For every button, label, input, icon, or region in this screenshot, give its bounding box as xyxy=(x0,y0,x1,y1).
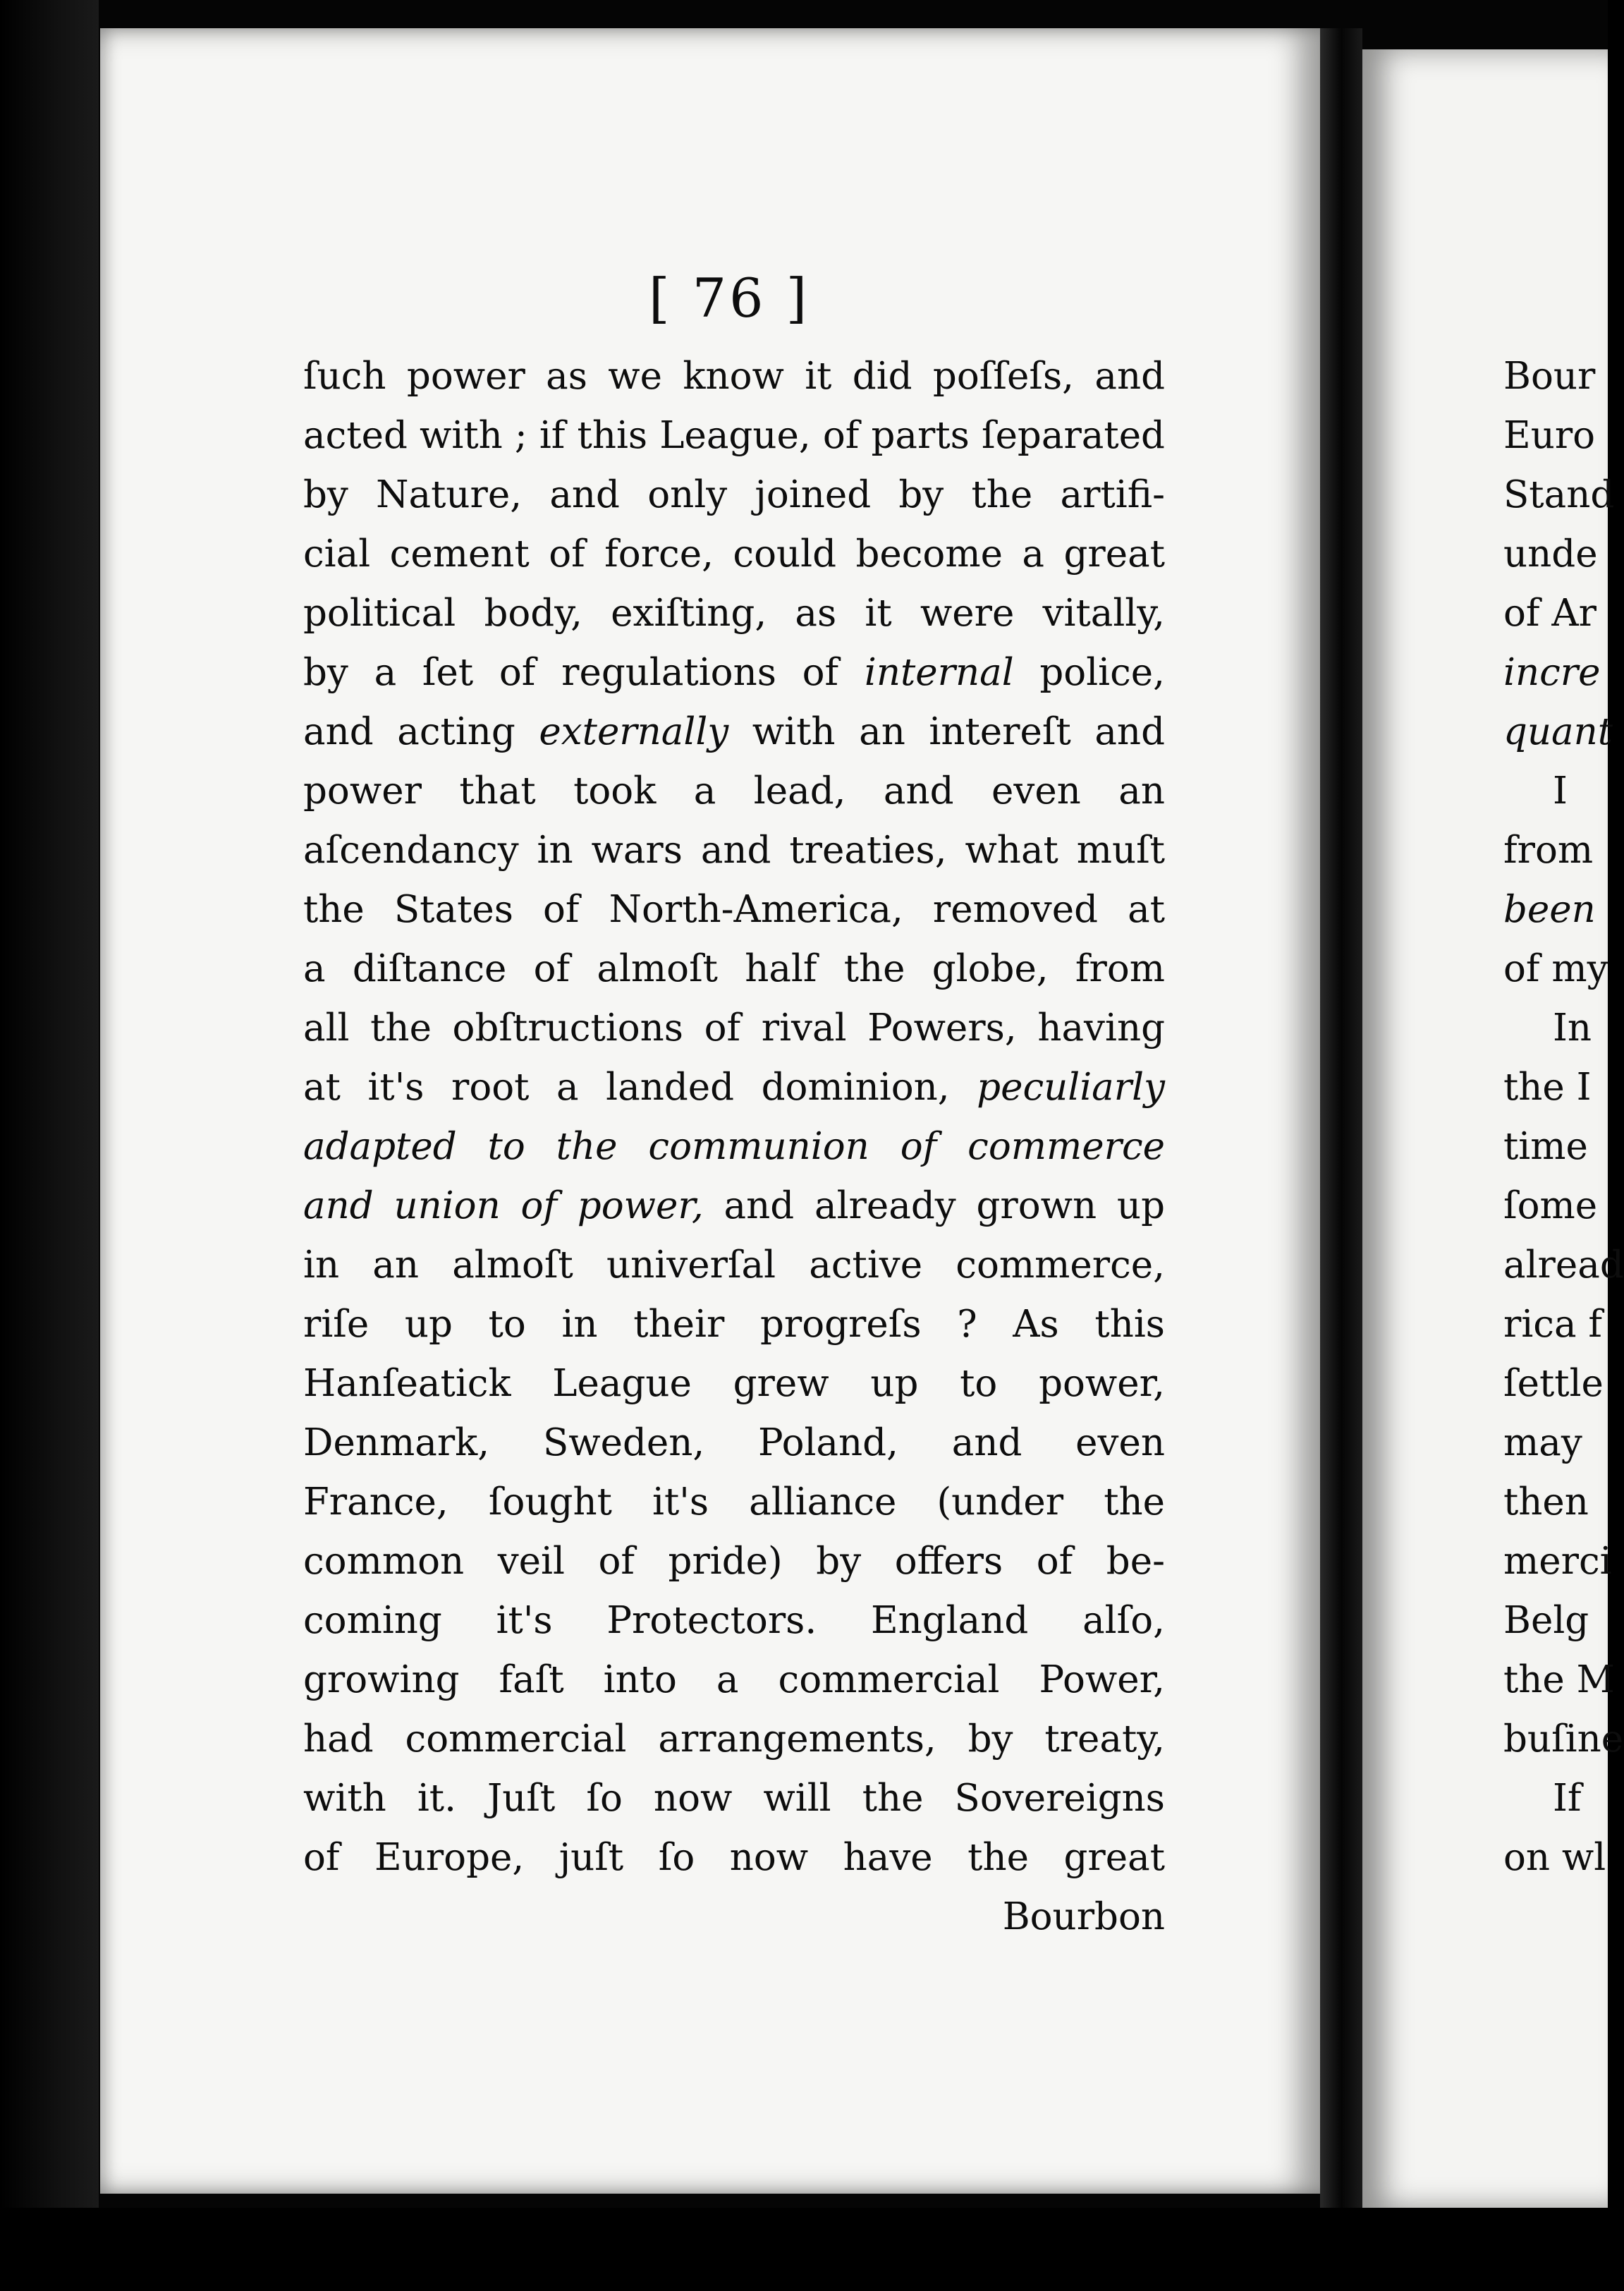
text-line-content: the States of North-America, removed at xyxy=(303,888,1165,931)
text-line-content xyxy=(303,1058,1165,1117)
text-line xyxy=(303,1117,1165,1177)
text-line xyxy=(303,1236,1165,1295)
text-line xyxy=(303,1295,1165,1354)
right-page-line-fragment: merci xyxy=(1503,1540,1612,1583)
text-line-content: France, ſought it's alliance (under the xyxy=(303,1481,1165,1524)
text-line-content: a diſtance of almoſt half the globe, from xyxy=(303,947,1165,990)
text-line xyxy=(303,525,1165,584)
text-line-content xyxy=(303,1117,1165,1177)
text-line-content: power that took a lead, and even an xyxy=(303,770,1165,813)
left-page-body xyxy=(303,347,1165,1947)
text-line xyxy=(303,1828,1165,1888)
text-line xyxy=(303,821,1165,880)
right-page-line-fragment: ſome xyxy=(1503,1184,1598,1227)
right-page-line-fragment: Euro xyxy=(1503,414,1596,457)
text-line-content: Hanſeatick League grew up to power, xyxy=(303,1362,1165,1405)
text-line xyxy=(303,466,1165,525)
right-page-line-fragment: may xyxy=(1503,1421,1582,1464)
text-line xyxy=(303,584,1165,643)
text-run: by a ſet of regulations of xyxy=(303,651,865,694)
text-line xyxy=(303,1473,1165,1532)
text-run: and acting xyxy=(303,710,539,753)
text-line-content: by Nature, and only joined by the artifi- xyxy=(303,473,1165,516)
text-line xyxy=(303,1769,1165,1828)
text-line-content: coming it's Protectors. England alſo, xyxy=(303,1599,1165,1642)
text-line xyxy=(303,999,1165,1058)
right-page-line-fragment: time xyxy=(1503,1125,1588,1168)
right-page-line-fragment: alread xyxy=(1503,1244,1624,1287)
page-number: [ 76 ] xyxy=(649,267,810,329)
text-line-content: political body, exiſting, as it were vitally, xyxy=(303,592,1165,635)
text-line xyxy=(303,1354,1165,1414)
right-page-line-fragment: Bour xyxy=(1503,355,1596,398)
right-page-line-fragment: incre xyxy=(1503,651,1601,694)
right-page-line-fragment: of my xyxy=(1503,947,1608,990)
text-run: police, xyxy=(1013,651,1166,694)
text-line-content xyxy=(303,643,1165,703)
right-page-line-fragment: Belg xyxy=(1503,1599,1589,1642)
right-page-line-fragment: If xyxy=(1553,1777,1582,1820)
right-page-line-fragment: unde xyxy=(1503,533,1598,576)
right-page-line-fragment: rica f xyxy=(1503,1303,1603,1346)
right-page-line-fragment: on wl xyxy=(1503,1836,1606,1879)
text-line xyxy=(303,1710,1165,1769)
text-line xyxy=(303,1532,1165,1591)
text-line-content xyxy=(303,1177,1165,1236)
text-line xyxy=(303,406,1165,466)
scan-bottom-border xyxy=(0,2208,1608,2291)
text-line xyxy=(303,762,1165,821)
right-page-line-fragment: buſine xyxy=(1503,1718,1624,1761)
text-line xyxy=(303,643,1165,703)
right-page-line-fragment: Stand xyxy=(1503,473,1615,516)
text-line-content xyxy=(303,703,1165,762)
right-page-line-fragment: from xyxy=(1503,829,1594,872)
text-line xyxy=(303,880,1165,940)
right-page-line-fragment: ſettle xyxy=(1503,1362,1604,1405)
text-line-content: acted with ; if this League, of parts ſeparated xyxy=(303,414,1165,457)
text-line-content: ſuch power as we know it did poſſeſs, and xyxy=(303,355,1165,398)
italic-text-run: internal xyxy=(864,651,1014,694)
text-line xyxy=(303,1058,1165,1117)
text-line xyxy=(303,347,1165,406)
text-line xyxy=(303,1651,1165,1710)
italic-text-run: adapted to the communion of commerce xyxy=(303,1125,1165,1168)
right-page-line-fragment: quant xyxy=(1503,710,1613,753)
text-line-content: all the obſtructions of rival Powers, having xyxy=(303,1007,1165,1050)
right-page-line-fragment: In xyxy=(1553,1007,1592,1050)
text-run: at it's root a landed dominion, xyxy=(303,1066,977,1109)
text-line-content: growing faſt into a commercial Power, xyxy=(303,1658,1165,1701)
italic-text-run: peculiarly xyxy=(977,1066,1165,1109)
italic-text-run: and union of power, xyxy=(303,1184,704,1227)
text-line xyxy=(303,703,1165,762)
text-line-content: aſcendancy in wars and treaties, what muſt xyxy=(303,829,1165,872)
text-line-content: riſe up to in their progreſs ? As this xyxy=(303,1303,1165,1346)
right-page-body xyxy=(1503,347,1624,1888)
text-line-content: cial cement of force, could become a great xyxy=(303,533,1165,576)
text-line-content: in an almoſt univerſal active commerce, xyxy=(303,1244,1165,1287)
right-page-line-fragment: then xyxy=(1503,1481,1589,1524)
catchword: Bourbon xyxy=(1002,1895,1165,1938)
text-run: and already grown up xyxy=(703,1184,1165,1227)
right-page-line-fragment: the I xyxy=(1503,1066,1592,1109)
text-line xyxy=(303,1591,1165,1651)
right-page-line-fragment: of Ar xyxy=(1503,592,1596,635)
text-line-content: with it. Juſt ſo now will the Sovereigns xyxy=(303,1777,1165,1820)
italic-text-run: externally xyxy=(539,710,729,753)
text-line xyxy=(303,940,1165,999)
right-page-line-fragment: the M xyxy=(1503,1658,1615,1701)
text-run: with an intereſt and xyxy=(728,710,1165,753)
text-line-content: common veil of pride) by offers of be- xyxy=(303,1540,1165,1583)
book-left-edge xyxy=(0,0,99,2291)
text-line xyxy=(303,1414,1165,1473)
page-gutter xyxy=(1320,28,1362,2208)
right-page-line-fragment: I xyxy=(1553,770,1568,813)
catchword-line xyxy=(303,1888,1165,1947)
text-line-content: of Europe, juſt ſo now have the great xyxy=(303,1836,1165,1879)
text-line-content: had commercial arrangements, by treaty, xyxy=(303,1718,1165,1761)
text-line xyxy=(303,1177,1165,1236)
text-line-content: Denmark, Sweden, Poland, and even xyxy=(303,1421,1165,1464)
right-page-line-fragment: been xyxy=(1503,888,1596,931)
